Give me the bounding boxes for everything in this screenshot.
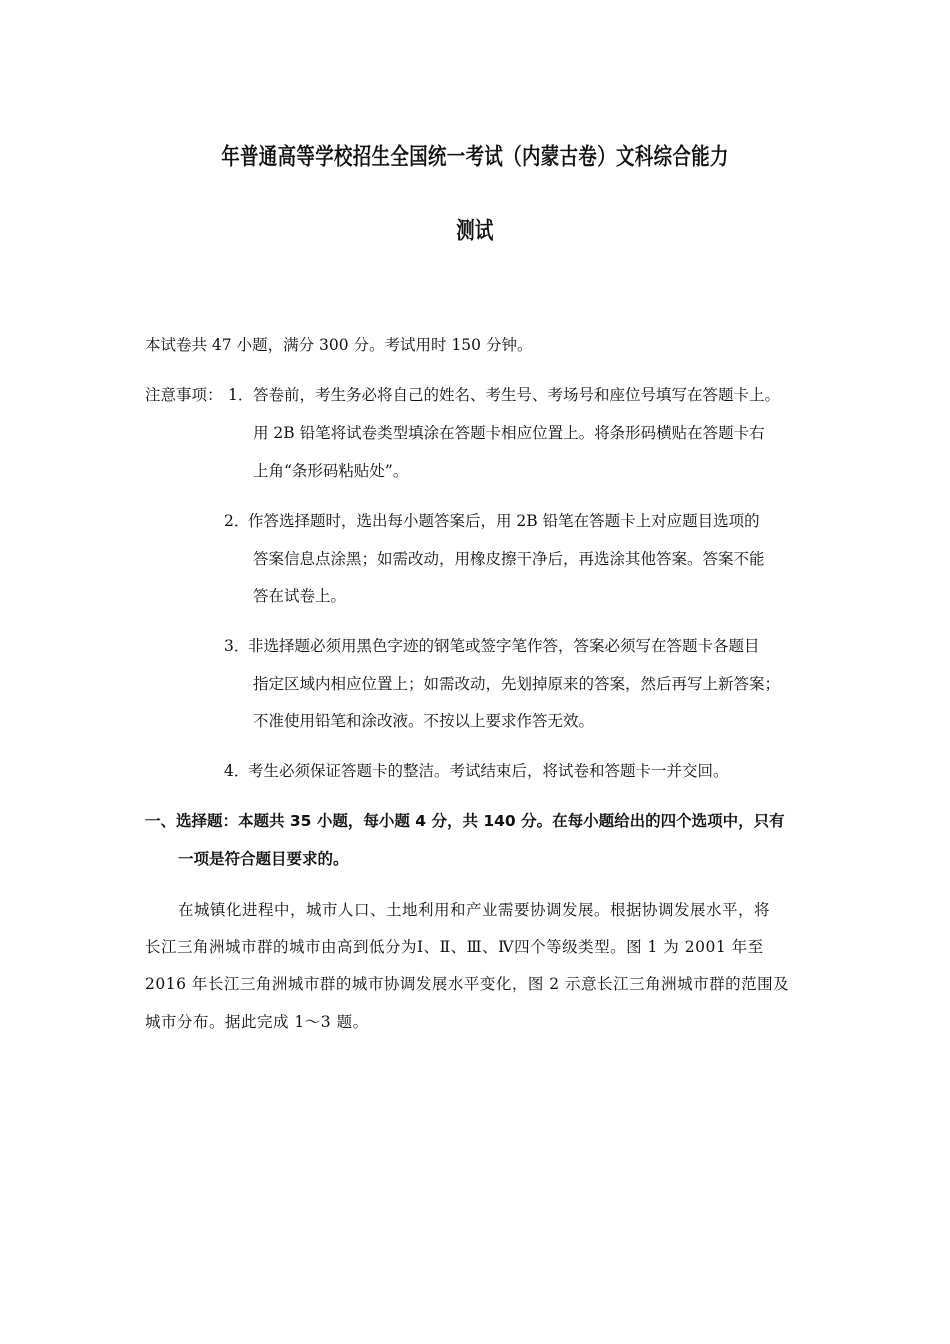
passage-line-1: 在城镇化进程中，城市人口、土地利用和产业需要协调发展。根据协调发展水平，将 [178,901,771,919]
note-1-line-3: 上角“条形码粘贴处”。 [253,462,409,480]
note-2-number: 2． [224,512,250,530]
note-4-line-1: 考生必须保证答题卡的整洁。考试结束后，将试卷和答题卡一并交回。 [248,762,729,780]
note-3-line-2: 指定区域内相应位置上；如需改动，先划掉原来的答案，然后再写上新答案； [253,675,781,693]
exam-title-line-1: 年普通高等学校招生全国统一考试（内蒙古卷）文科综合能力 [221,144,729,170]
notes-label: 注意事项： [145,386,223,404]
passage-line-4: 城市分布。据此完成 1～3 题。 [145,1013,369,1031]
note-3-line-3: 不准使用铅笔和涂改液。不按以上要求作答无效。 [253,712,595,730]
exam-intro: 本试卷共 47 小题，满分 300 分。考试用时 150 分钟。 [145,336,533,354]
note-1-number: 1． [228,386,254,404]
passage-line-3: 2016 年长江三角洲城市群的城市协调发展水平变化，图 2 示意长江三角洲城市群的范围及 [145,975,790,993]
note-1-line-2: 用 2B 铅笔将试卷类型填涂在答题卡相应位置上。将条形码横贴在答题卡右 [253,424,765,442]
note-4-number: 4． [224,762,250,780]
exam-title-line-2: 测试 [456,218,494,244]
section-1-heading-line-2: 一项是符合题目要求的。 [178,850,349,868]
note-2-line-2: 答案信息点涂黑；如需改动，用橡皮擦干净后，再选涂其他答案。答案不能 [253,550,765,568]
note-2-line-1: 作答选择题时，选出每小题答案后，用 2B 铅笔在答题卡上对应题目选项的 [248,512,760,530]
passage-line-2: 长江三角洲城市群的城市由高到低分为Ⅰ、Ⅱ、Ⅲ、Ⅳ四个等级类型。图 1 为 2001 年至 [145,938,764,956]
note-3-number: 3． [224,637,250,655]
note-1-line-1: 答卷前，考生务必将自己的姓名、考生号、考场号和座位号填写在答题卡上。 [253,386,781,404]
note-2-line-3: 答在试卷上。 [253,587,347,605]
section-1-heading-line-1: 一、选择题：本题共 35 小题，每小题 4 分，共 140 分。在每小题给出的四个选项中，只有 [145,812,785,830]
note-3-line-1: 非选择题必须用黑色字迹的钢笔或签字笔作答，答案必须写在答题卡各题目 [248,637,760,655]
